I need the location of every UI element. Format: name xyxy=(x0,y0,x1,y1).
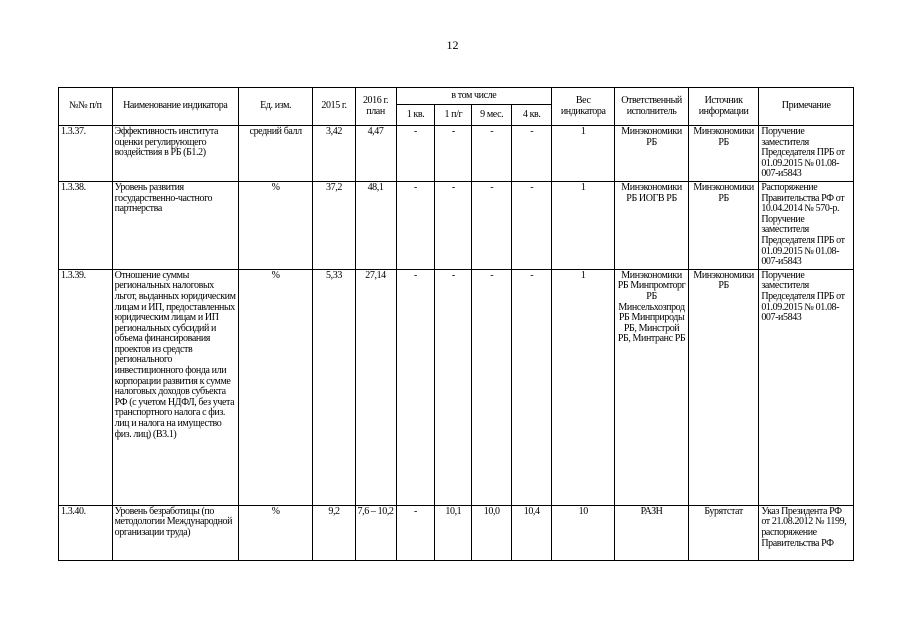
row-num: 1.3.39. xyxy=(59,269,113,505)
header-source: Источник информации xyxy=(688,88,758,126)
row-unit: % xyxy=(238,269,313,505)
row-h1: - xyxy=(435,126,472,182)
row-q1: - xyxy=(396,126,435,182)
table-row xyxy=(59,126,854,182)
header-unit: Ед. изм. xyxy=(238,88,313,126)
row-q1: - xyxy=(396,181,435,269)
header-including: в том числе xyxy=(396,88,552,105)
row-q1: - xyxy=(396,269,435,505)
row-num: 1.3.37. xyxy=(59,126,113,182)
header-9m: 9 мес. xyxy=(472,105,512,126)
indicator-table xyxy=(58,87,854,561)
header-name: Наименование индикатора xyxy=(112,88,238,126)
row-2015: 3,42 xyxy=(313,126,355,182)
row-unit: % xyxy=(238,505,313,560)
row-h1: - xyxy=(435,181,472,269)
row-note: Поручение заместителя Председателя ПРБ от 01.09.2015 № 01.08-007-и5843 xyxy=(759,126,854,182)
row-unit: % xyxy=(238,181,313,269)
row-q4: 10,4 xyxy=(512,505,552,560)
header-row xyxy=(59,88,854,105)
row-num: 1.3.40. xyxy=(59,505,113,560)
row-2015: 5,33 xyxy=(313,269,355,505)
row-name: Уровень развития государственно-частного партнерства xyxy=(112,181,238,269)
table-row xyxy=(59,269,854,505)
page-number: 12 xyxy=(446,38,459,52)
table-row xyxy=(59,181,854,269)
row-name: Уровень безработицы (по методологии Международной организации труда) xyxy=(112,505,238,560)
row-9m: - xyxy=(472,126,512,182)
row-2015: 37,2 xyxy=(313,181,355,269)
row-note: Поручение заместителя Председателя ПРБ от 01.09.2015 № 01.08-007-и5843 xyxy=(759,269,854,505)
row-h1: 10,1 xyxy=(435,505,472,560)
header-h1: 1 п/г xyxy=(435,105,472,126)
row-weight: 1 xyxy=(552,181,615,269)
row-name: Эффективность института оценки регулирующего воздействия в РБ (Б1.2) xyxy=(112,126,238,182)
row-h1: - xyxy=(435,269,472,505)
row-source: Минэкономики РБ xyxy=(688,181,758,269)
header-q1: 1 кв. xyxy=(396,105,435,126)
row-source: Минэкономики РБ xyxy=(688,126,758,182)
row-weight: 1 xyxy=(552,126,615,182)
header-note: Примечание xyxy=(759,88,854,126)
row-9m: - xyxy=(472,269,512,505)
row-2015: 9,2 xyxy=(313,505,355,560)
row-weight: 10 xyxy=(552,505,615,560)
row-q4: - xyxy=(512,126,552,182)
row-responsible: РАЗН xyxy=(615,505,689,560)
row-2016: 48,1 xyxy=(355,181,396,269)
row-q4: - xyxy=(512,181,552,269)
table-row xyxy=(59,505,854,560)
row-2016: 7,6 – 10,2 xyxy=(355,505,396,560)
row-num: 1.3.38. xyxy=(59,181,113,269)
row-unit: средний балл xyxy=(238,126,313,182)
row-source: Бурятстат xyxy=(688,505,758,560)
row-name: Отношение суммы региональных налоговых льгот, выданных юридическим лицам и ИП, предоставленных юридическим лицам и ИП региональных субсидий и объема финансирования проектов из средств регионального инвестиционного фонда или корпорации развития к сумме налоговых доходов субъекта РФ (с учетом НДФЛ, без учета транспортного налога с физ. лиц и налога на имущество физ. лиц) (В3.1) xyxy=(112,269,238,505)
row-weight: 1 xyxy=(552,269,615,505)
row-responsible: Минэкономики РБ xyxy=(615,126,689,182)
row-responsible: Минэкономики РБ Минпромторг РБ Минсельхозпрод РБ Минприроды РБ, Минстрой РБ, Минтранс РБ xyxy=(615,269,689,505)
header-responsible: Ответственный исполнитель xyxy=(615,88,689,126)
header-weight: Вес индикатора xyxy=(552,88,615,126)
row-note: Распоряжение Правительства РФ от 10.04.2014 № 570-р. Поручение заместителя Председателя ПРБ от 01.09.2015 № 01.08-007-и5843 xyxy=(759,181,854,269)
row-2016: 4,47 xyxy=(355,126,396,182)
row-source: Минэкономики РБ xyxy=(688,269,758,505)
row-note: Указ Президента РФ от 21.08.2012 № 1199, распоряжение Правительства РФ xyxy=(759,505,854,560)
header-2015: 2015 г. xyxy=(313,88,355,126)
row-q4: - xyxy=(512,269,552,505)
row-2016: 27,14 xyxy=(355,269,396,505)
row-responsible: Минэкономики РБ ИОГВ РБ xyxy=(615,181,689,269)
header-q4: 4 кв. xyxy=(512,105,552,126)
header-2016-plan: 2016 г. план xyxy=(355,88,396,126)
row-q1: - xyxy=(396,505,435,560)
header-num: №№ п/п xyxy=(59,88,113,126)
row-9m: 10,0 xyxy=(472,505,512,560)
row-9m: - xyxy=(472,181,512,269)
